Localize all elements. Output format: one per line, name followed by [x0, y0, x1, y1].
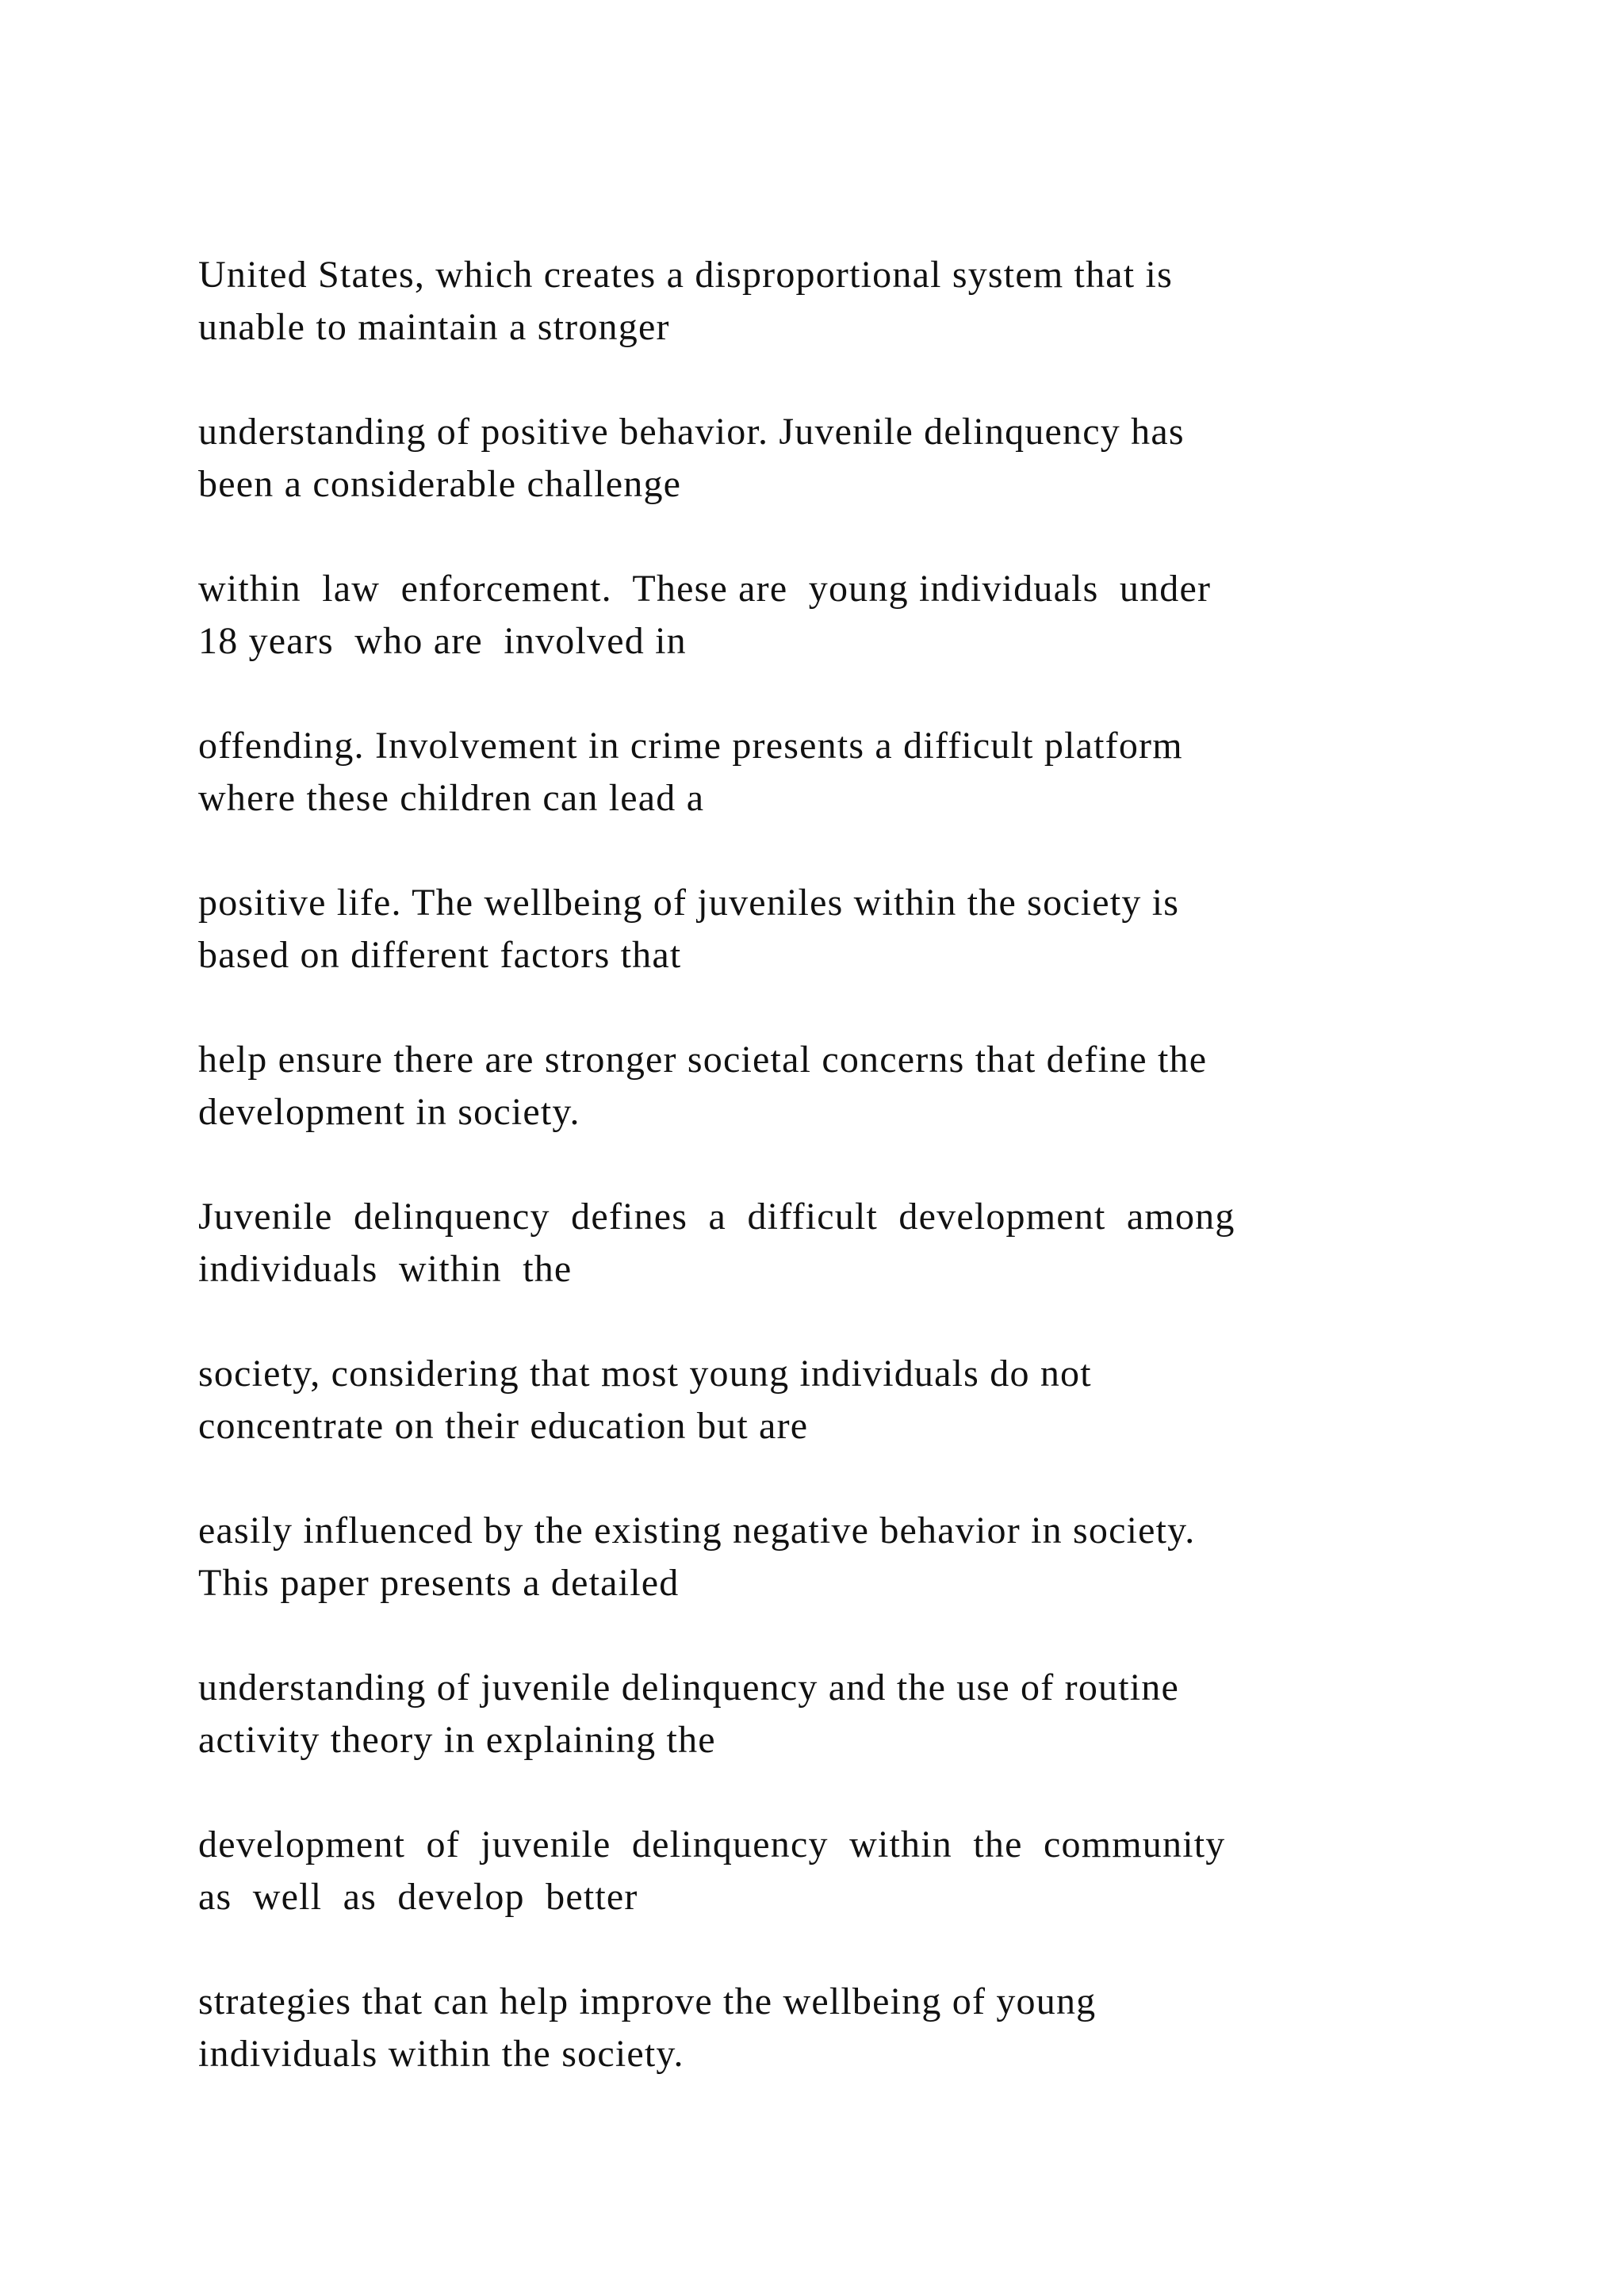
paragraph: [198, 1191, 1451, 1295]
paragraph: [198, 1505, 1451, 1609]
paragraph: [198, 406, 1451, 511]
text-line: offending. Involvement in crime presents a difficult platform: [198, 725, 1183, 767]
text-line: strategies that can help improve the wellbeing of young: [198, 1980, 1097, 2022]
paragraph: [198, 249, 1451, 354]
text-line: 18 years who are involved in: [198, 620, 687, 662]
text-line: development in society.: [198, 1091, 580, 1133]
text-line: positive life. The wellbeing of juveniles within the society is: [198, 882, 1180, 924]
paragraph: [198, 1034, 1451, 1138]
text-line: Juvenile delinquency defines a difficult development among: [198, 1196, 1235, 1238]
text-line: unable to maintain a stronger: [198, 306, 670, 348]
text-line: based on different factors that: [198, 934, 682, 976]
text-line: been a considerable challenge: [198, 463, 682, 505]
text-line: United States, which creates a disproportional system that is: [198, 254, 1173, 296]
paragraph: [198, 1976, 1451, 2080]
paragraph: [198, 1348, 1451, 1452]
paragraph: [198, 563, 1451, 668]
text-line: development of juvenile delinquency within the community: [198, 1823, 1226, 1866]
text-line: help ensure there are stronger societal concerns that define the: [198, 1039, 1208, 1081]
document-body: [198, 249, 1451, 2133]
text-line: This paper presents a detailed: [198, 1562, 680, 1604]
text-line: easily influenced by the existing negative behavior in society.: [198, 1510, 1196, 1552]
paragraph: [198, 1819, 1451, 1923]
text-line: individuals within the: [198, 1248, 573, 1290]
text-line: where these children can lead a: [198, 777, 705, 819]
text-line: within law enforcement. These are young individuals under: [198, 568, 1212, 610]
paragraph: [198, 720, 1451, 825]
paragraph: [198, 877, 1451, 982]
text-line: as well as develop better: [198, 1876, 638, 1918]
paragraph: [198, 1662, 1451, 1766]
text-line: concentrate on their education but are: [198, 1405, 809, 1447]
text-line: individuals within the society.: [198, 2033, 684, 2075]
text-line: society, considering that most young individuals do not: [198, 1353, 1092, 1395]
text-line: activity theory in explaining the: [198, 1719, 716, 1761]
text-line: understanding of positive behavior. Juvenile delinquency has: [198, 411, 1185, 453]
text-line: understanding of juvenile delinquency and the use of routine: [198, 1667, 1180, 1709]
